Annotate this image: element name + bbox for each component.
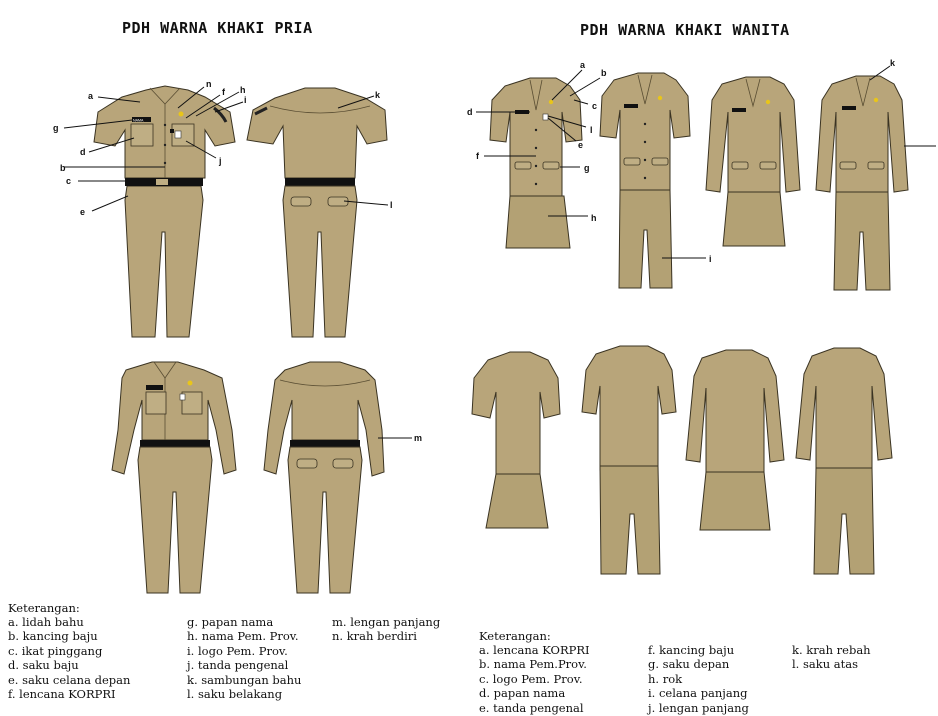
callout-women-l: l (590, 125, 593, 135)
callout-women-k: k (890, 58, 896, 68)
callout-women-e: e (578, 140, 584, 150)
women-front-1 (490, 78, 582, 248)
legend-item: c. ikat pinggang (8, 643, 103, 658)
legend-item: b. nama Pem.Prov. (479, 657, 587, 672)
legend-men-heading: Keterangan: (8, 601, 80, 615)
legend-item: k. sambungan bahu (187, 672, 302, 687)
callout-men-j: j (219, 156, 222, 166)
men-back-long (264, 362, 384, 593)
legend-item: n. krah berdiri (332, 629, 417, 644)
men-back-short (247, 88, 387, 337)
callout-women-c: c (592, 101, 598, 111)
women-front-4 (816, 76, 908, 290)
name-badge-text: NAMA (133, 118, 144, 123)
callout-women-a: a (580, 60, 586, 70)
men-front-long (112, 362, 236, 593)
callout-women-i: i (709, 254, 712, 264)
callout-men-b: b (60, 163, 66, 173)
callout-men-g: g (53, 123, 59, 133)
callout-men-c: c (66, 176, 72, 186)
legend-item: j. lengan panjang (648, 700, 749, 715)
callout-men-l: l (390, 200, 393, 210)
callout-men-a: a (88, 91, 94, 101)
callout-men-i: i (244, 95, 247, 105)
legend-women-heading: Keterangan: (479, 629, 551, 643)
legend-item: g. saku depan (648, 657, 730, 672)
legend-item: i. celana panjang (648, 686, 748, 701)
legend-women-col3 (792, 643, 871, 672)
callout-women-h: h (591, 213, 597, 223)
legend-item: i. logo Pem. Prov. (187, 643, 288, 658)
callout-men-m: m (414, 433, 423, 443)
title-men: PDH WARNA KHAKI PRIA (122, 19, 313, 37)
legend-women (479, 629, 871, 715)
legend-men-col2 (187, 615, 301, 701)
legend-men-col1 (8, 615, 130, 701)
men-front-short (94, 86, 235, 337)
legend-item: a. lencana KORPRI (479, 643, 590, 657)
legend-item: h. rok (648, 671, 683, 686)
women-back-4 (796, 348, 892, 574)
callout-men-e: e (80, 207, 86, 217)
callout-men-h: h (240, 85, 246, 95)
legend-men (8, 601, 441, 702)
legend-item: e. saku celana depan (8, 672, 131, 687)
legend-item: h. nama Pem. Prov. (187, 629, 299, 644)
callout-men-f: f (222, 87, 225, 97)
legend-item: f. kancing baju (648, 643, 735, 657)
legend-item: k. krah rebah (792, 643, 871, 657)
title-women: PDH WARNA KHAKI WANITA (580, 21, 790, 39)
women-front-2 (600, 73, 690, 288)
callout-men-k: k (375, 90, 381, 100)
callout-women-d: d (467, 107, 473, 117)
legend-item: l. saku atas (792, 657, 859, 672)
women-back-1 (472, 352, 560, 528)
legend-item: g. papan nama (187, 615, 274, 629)
legend-item: c. logo Pem. Prov. (479, 671, 583, 686)
callout-women-f: f (476, 151, 479, 161)
legend-item: a. lidah bahu (8, 615, 84, 629)
callout-men-d: d (80, 147, 86, 157)
legend-men-col3 (332, 615, 440, 644)
callout-men-n: n (206, 79, 212, 89)
legend-item: d. papan nama (479, 686, 566, 701)
legend-item: b. kancing baju (8, 629, 98, 644)
women-back-3 (686, 350, 784, 530)
women-back-2 (582, 346, 676, 574)
legend-item: j. tanda pengenal (187, 658, 289, 673)
legend-item: d. saku baju (8, 658, 79, 673)
legend-item: m. lengan panjang (332, 615, 441, 629)
callout-women-b: b (601, 68, 607, 78)
legend-item: f. lencana KORPRI (8, 687, 116, 702)
women-front-3 (706, 77, 800, 246)
legend-item: e. tanda pengenal (479, 700, 584, 715)
callout-women-g: g (584, 163, 590, 173)
legend-women-col1 (479, 643, 590, 715)
legend-women-col2 (648, 643, 749, 715)
legend-item: l. saku belakang (187, 687, 283, 702)
